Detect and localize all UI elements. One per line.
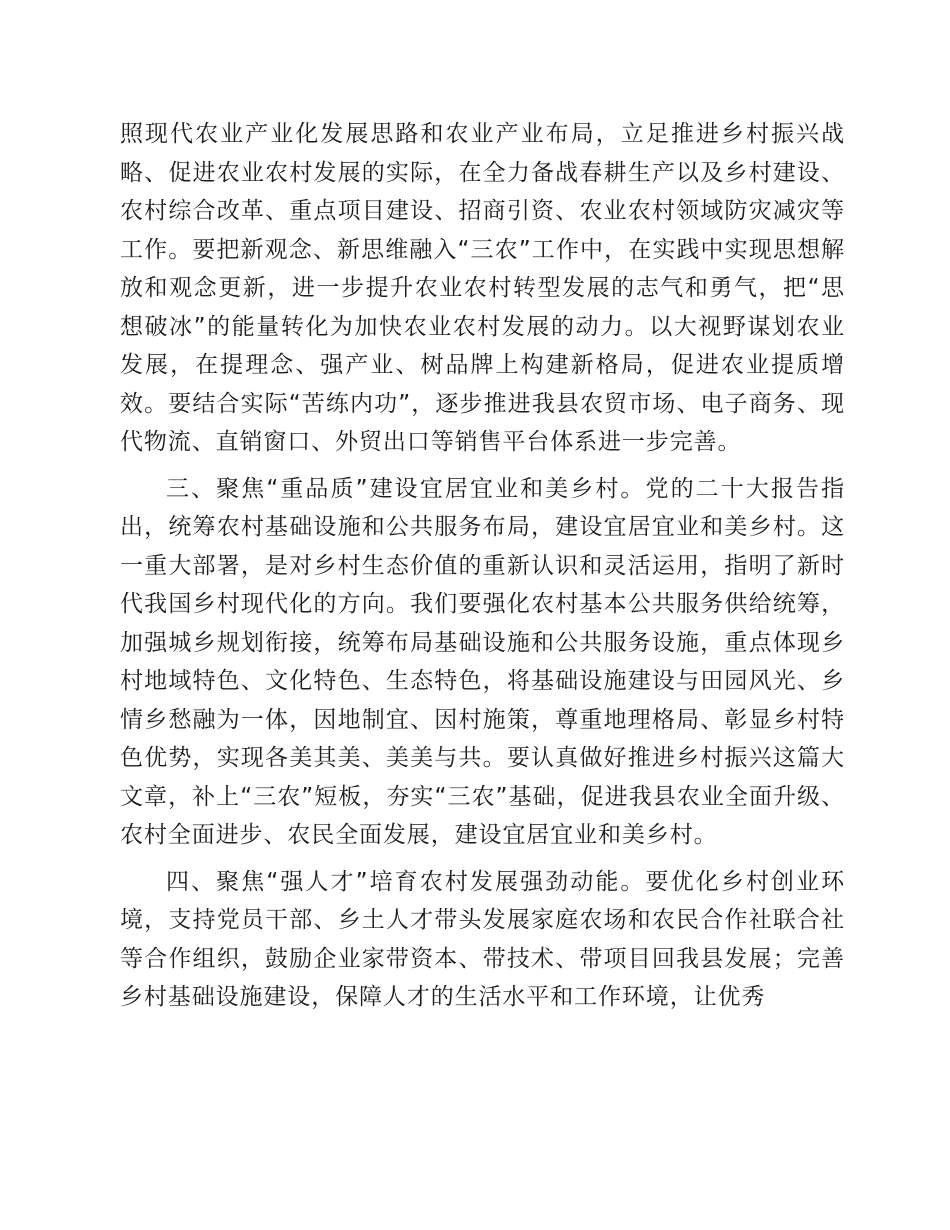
paragraph-text: 照现代农业产业化发展思路和农业产业布局，立足推进乡村振兴战略、促进农业农村发展的实际，在全力备战春耕生产以及乡村建设、农村综合改革、重点项目建设、招商引资、农业农村领域防灾减灾等工作。要把新观念、新思维融入“三农”工作中，在实践中实现思想解放和观念更新，进一步提升农业农村转型发展的志气和勇气，把“思想破冰”的能量转化为加快农业农村发展的动力。以大视野谋划农业发展，在提理念、强产业、树品牌上构建新格局，促进农业提质增效。要结合实际“苦练内功”，逐步推进我县农贸市场、电子商务、现代物流、直销窗口、外贸出口等销售平台体系进一步完善。: [120, 121, 845, 455]
section-heading: 三、聚焦“重品质”建设宜居宜业和美乡村。: [166, 475, 646, 502]
section-heading: 四、聚焦“强人才”培育农村发展强劲动能。: [166, 868, 646, 895]
document-body: [120, 115, 845, 1017]
paragraph-text: 党的二十大报告指出，统筹农村基础设施和公共服务布局，建设宜居宜业和美乡村。这一重大部署，是对乡村生态价值的重新认识和灵活运用，指明了新时代我国乡村现代化的方向。我们要强化农村基本公共服务供给统筹，加强城乡规划衔接，统筹布局基础设施和公共服务设施，重点体现乡村地域特色、文化特色、生态特色，将基础设施建设与田园风光、乡情乡愁融为一体，因地制宜、因村施策，尊重地理格局、彰显乡村特色优势，实现各美其美、美美与共。要认真做好推进乡村振兴这篇大文章，补上“三农”短板，夯实“三农”基础，促进我县农业全面升级、农村全面进步、农民全面发展，建设宜居宜业和美乡村。: [120, 475, 845, 848]
paragraph-gap: [120, 462, 845, 470]
paragraph-text: 要优化乡村创业环境，支持党员干部、乡土人才带头发展家庭农场和农民合作社联合社等合作组织，鼓励企业家带资本、带技术、带项目回我县发展；完善乡村基础设施建设，保障人才的生活水平和工作环境，让优秀: [120, 868, 845, 1010]
paragraph-section-four: [120, 863, 845, 1017]
paragraph-continuation: [120, 115, 845, 462]
paragraph-section-three: [120, 470, 845, 855]
paragraph-gap: [120, 855, 845, 863]
